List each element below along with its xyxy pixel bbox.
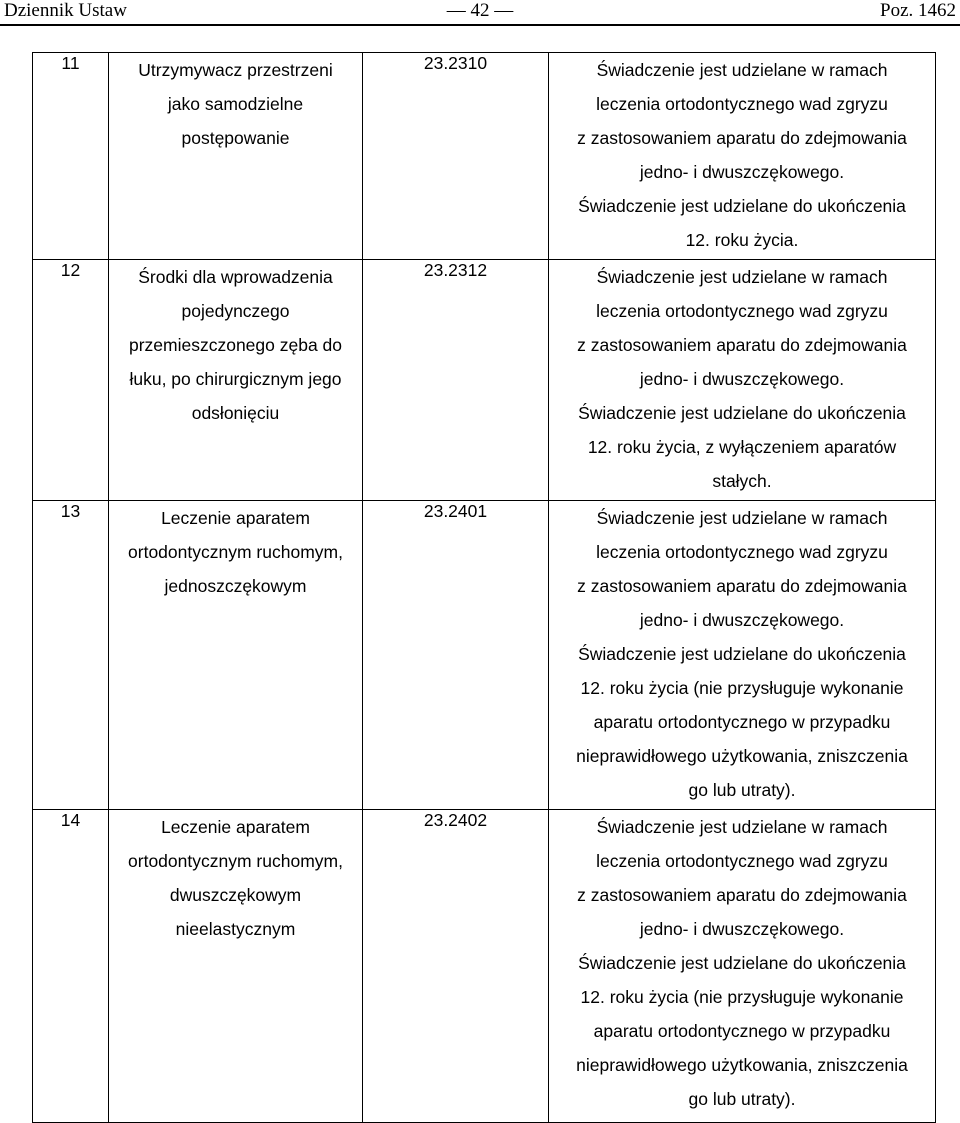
procedure-name-line: przemieszczonego zęba do — [128, 335, 343, 355]
procedure-conditions-line: aparatu ortodontycznego w przypadku — [593, 712, 891, 732]
procedure-name-cell — [109, 501, 363, 810]
procedure-name-line: odsłonięciu — [191, 403, 280, 423]
position-number: Poz. 1462 — [880, 0, 956, 21]
procedure-name-line: nieelastycznym — [175, 919, 296, 939]
table-row — [33, 810, 936, 1123]
procedure-conditions-line: Świadczenie jest udzielane w ramach — [596, 267, 888, 287]
procedure-conditions-cell — [549, 260, 936, 501]
procedure-conditions-line: leczenia ortodontycznego wad zgryzu — [596, 851, 888, 871]
row-number: 13 — [33, 501, 109, 810]
row-number: 14 — [33, 810, 109, 1123]
procedure-name-line: jednoszczękowym — [164, 576, 307, 596]
procedures-table-body — [33, 53, 936, 1123]
procedure-name-line: ortodontycznym ruchomym, — [128, 851, 343, 871]
table-row — [33, 501, 936, 810]
procedure-conditions-line: jedno- i dwuszczękowego. — [639, 162, 845, 182]
procedure-code: 23.2312 — [363, 260, 549, 501]
procedure-name-line: Leczenie aparatem — [161, 508, 310, 528]
procedure-name-line: pojedynczego — [181, 301, 290, 321]
procedure-name-line: jako samodzielne — [167, 94, 304, 114]
procedure-name-line: dwuszczękowym — [169, 885, 302, 905]
procedure-conditions-line: Świadczenie jest udzielane do ukończenia — [578, 644, 906, 664]
procedure-name-cell — [109, 53, 363, 260]
procedure-name-cell — [109, 260, 363, 501]
procedure-conditions-line: Świadczenie jest udzielane do ukończenia — [578, 196, 906, 216]
procedure-conditions-line: Świadczenie jest udzielane w ramach — [596, 508, 888, 528]
procedure-conditions-line: leczenia ortodontycznego wad zgryzu — [596, 94, 888, 114]
page-header — [0, 0, 960, 26]
procedures-table — [32, 52, 936, 1123]
procedure-conditions-line: leczenia ortodontycznego wad zgryzu — [596, 301, 888, 321]
page-number: — 42 — — [446, 0, 514, 21]
procedure-conditions-line: go lub utraty). — [688, 1089, 796, 1109]
procedure-code: 23.2401 — [363, 501, 549, 810]
procedure-conditions-line: z zastosowaniem aparatu do zdejmowania — [577, 128, 907, 148]
table-row — [33, 260, 936, 501]
journal-title: Dziennik Ustaw — [4, 0, 127, 21]
procedure-conditions-line: jedno- i dwuszczękowego. — [639, 919, 845, 939]
procedure-conditions-cell — [549, 53, 936, 260]
procedure-name-line: Środki dla wprowadzenia — [138, 267, 333, 287]
procedure-conditions-line: Świadczenie jest udzielane do ukończenia — [578, 403, 906, 423]
procedure-conditions-line: 12. roku życia (nie przysługuje wykonanie — [580, 987, 904, 1007]
procedure-name-line: łuku, po chirurgicznym jego — [129, 369, 342, 389]
procedure-conditions-line: 12. roku życia (nie przysługuje wykonanie — [580, 678, 904, 698]
procedure-name-line: Utrzymywacz przestrzeni — [138, 60, 333, 80]
procedure-conditions-line: Świadczenie jest udzielane w ramach — [596, 60, 888, 80]
procedure-name-cell — [109, 810, 363, 1123]
procedure-conditions-cell — [549, 501, 936, 810]
row-number: 11 — [33, 53, 109, 260]
procedure-conditions-line: 12. roku życia, z wyłączeniem aparatów — [587, 437, 897, 457]
procedure-name-line: ortodontycznym ruchomym, — [128, 542, 343, 562]
procedure-conditions-line: Świadczenie jest udzielane do ukończenia — [578, 953, 906, 973]
procedure-conditions-line: Świadczenie jest udzielane w ramach — [596, 817, 888, 837]
procedure-conditions-line: z zastosowaniem aparatu do zdejmowania — [577, 335, 907, 355]
procedure-conditions-line: nieprawidłowego użytkowania, zniszczenia — [576, 746, 908, 766]
procedure-conditions-line: go lub utraty). — [688, 780, 796, 800]
procedure-conditions-line: z zastosowaniem aparatu do zdejmowania — [577, 885, 907, 905]
procedure-conditions-line: jedno- i dwuszczękowego. — [639, 610, 845, 630]
procedure-conditions-line: z zastosowaniem aparatu do zdejmowania — [577, 576, 907, 596]
procedure-name-line: Leczenie aparatem — [161, 817, 310, 837]
procedure-conditions-line: stałych. — [712, 471, 772, 491]
procedure-conditions-line: aparatu ortodontycznego w przypadku — [593, 1021, 891, 1041]
table-row — [33, 53, 936, 260]
procedure-conditions-line: jedno- i dwuszczękowego. — [639, 369, 845, 389]
procedure-conditions-line: nieprawidłowego użytkowania, zniszczenia — [576, 1055, 908, 1075]
row-number: 12 — [33, 260, 109, 501]
procedure-conditions-line: 12. roku życia. — [685, 230, 799, 250]
procedure-conditions-line: leczenia ortodontycznego wad zgryzu — [596, 542, 888, 562]
procedure-name-line: postępowanie — [181, 128, 290, 148]
procedure-code: 23.2310 — [363, 53, 549, 260]
procedure-code: 23.2402 — [363, 810, 549, 1123]
procedure-conditions-cell — [549, 810, 936, 1123]
